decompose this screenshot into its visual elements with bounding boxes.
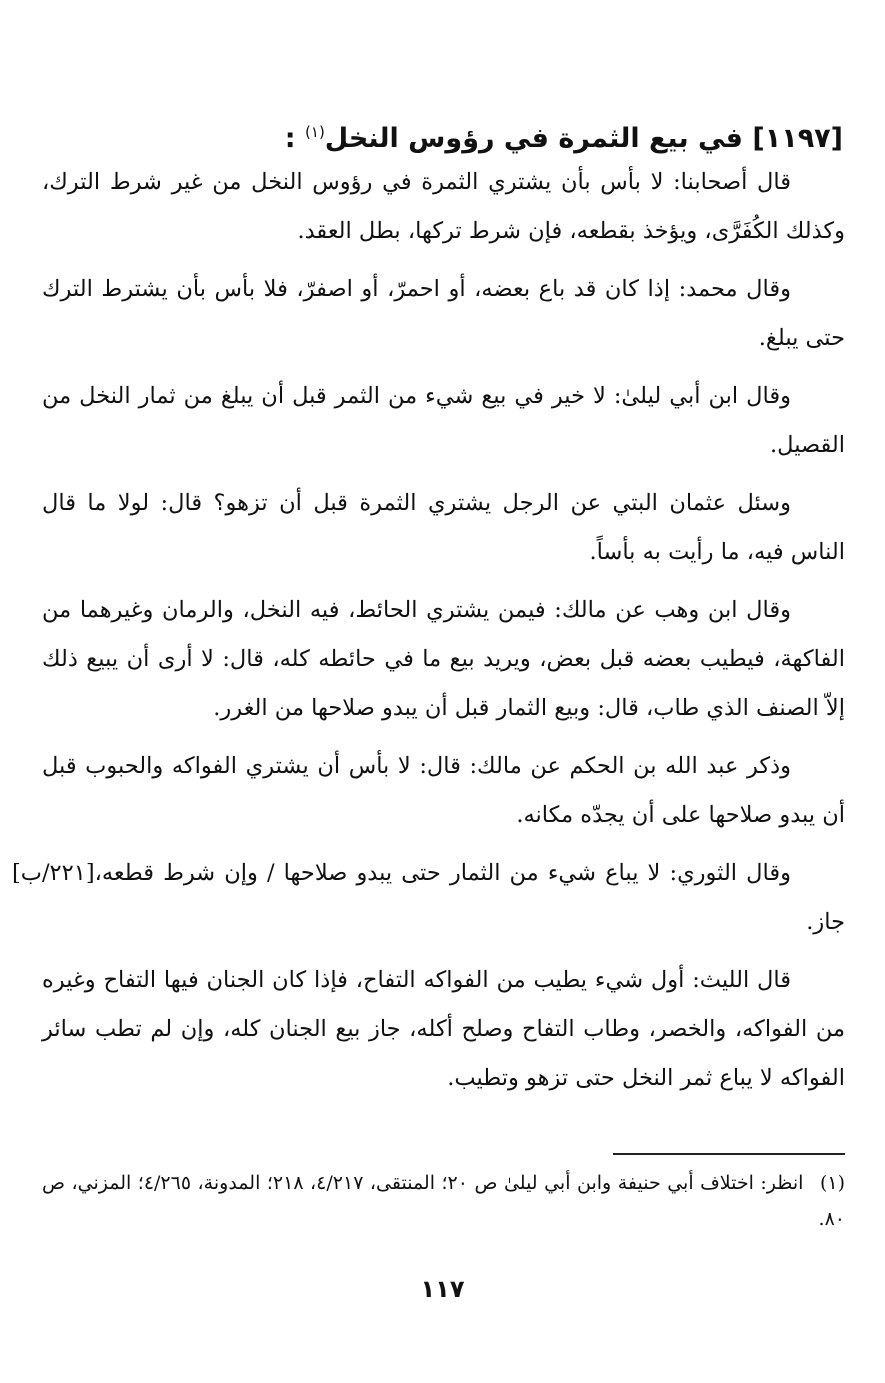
section-title: في بيع الثمرة في رؤوس النخل: [324, 123, 743, 154]
footnote-divider: [613, 1153, 845, 1155]
body-text: [12, 158, 845, 1112]
footnote-reference[interactable]: (١): [305, 123, 325, 141]
section-heading: [60, 112, 843, 159]
footnote-number: (١): [819, 1172, 845, 1194]
footnote-text: انظر: اختلاف أبي حنيفة وابن أبي ليلىٰ ص ٢٠؛ المنتقى، ٤/٢١٧، ٢١٨؛ المدونة، ٤/٢٦٥؛ المزني، ص ٨٠.: [42, 1172, 845, 1230]
paragraph: وقال ابن أبي ليلىٰ: لا خير في بيع شيء من الثمر قبل أن يبلغ من ثمار النخل من القصيل.: [42, 383, 845, 458]
paragraph: قال أصحابنا: لا بأس بأن يشتري الثمرة في رؤوس النخل من غير شرط الترك، وكذلك الكُفَرَّى، ويؤخذ بقطعه، فإن شرط تركها، بطل العقد.: [42, 169, 845, 244]
page-number: ١١٧: [420, 1275, 465, 1303]
section-number: [١١٩٧]: [752, 123, 843, 154]
paragraph: قال الليث: أول شيء يطيب من الفواكه التفاح، فإذا كان الجنان فيها التفاح وغيره من الفواكه، والخصر، وطاب التفاح وصلح أكله، جاز بيع الجنان كله، وإن لم تطب سائر الفواكه لا يباع ثمر النخل حتى تزهو وتطيب.: [42, 967, 845, 1091]
paragraph: وذكر عبد الله بن الحكم عن مالك: قال: لا بأس أن يشتري الفواكه والحبوب قبل أن يبدو صلاحها على أن يجدّه مكانه.: [42, 753, 845, 828]
heading-colon: :: [284, 123, 296, 154]
paragraph: وقال ابن وهب عن مالك: فيمن يشتري الحائط، فيه النخل، والرمان وغيرهما من الفاكهة، فيطيب بعضه قبل بعض، ويريد بيع ما في حائطه كله، قال: لا أرى أن يبيع ذلك إلاّ الصنف الذي طاب، قال: وبيع الثمار قبل أن يبدو صلاحها من الغرر.: [42, 597, 845, 721]
paragraph: وقال الثوري: لا يباع شيء من الثمار حتى يبدو صلاحها / وإن شرط قطعه،[٢٢١/ب] جاز.: [12, 860, 845, 935]
paragraph: وسئل عثمان البتي عن الرجل يشتري الثمرة قبل أن تزهو؟ قال: لولا ما قال الناس فيه، ما رأيت به بأساً.: [42, 490, 845, 565]
paragraph: وقال محمد: إذا كان قد باع بعضه، أو احمرّ، أو اصفرّ، فلا بأس بأن يشترط الترك حتى يبلغ.: [42, 276, 845, 351]
footnote: [42, 1165, 845, 1237]
